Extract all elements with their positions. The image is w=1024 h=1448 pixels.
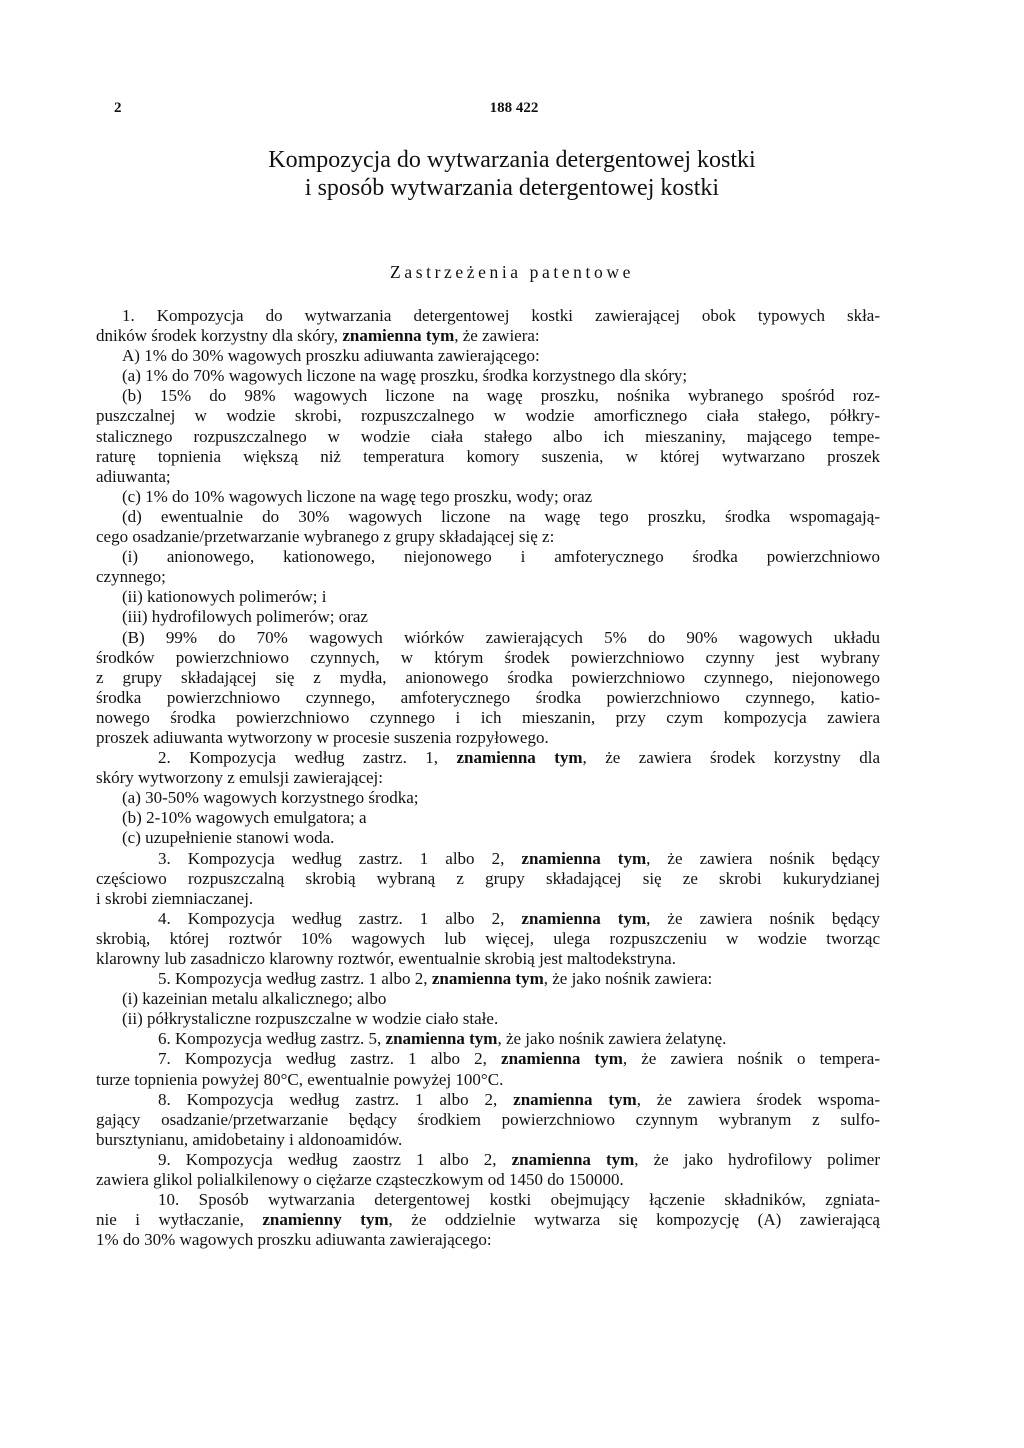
text-line — [96, 708, 880, 728]
line-text: częściowo rozpuszczalną skrobią wybraną z grupy składającej się ze skrobi kukurydzianej — [96, 868, 880, 888]
line-text: , że zawiera nośnik będący — [646, 908, 880, 928]
line-text: (b) 15% do 98% wagowych liczone na wagę proszku, nośnika wybranego spośród roz- — [122, 386, 880, 406]
emphasis-text: znamienna tym — [501, 1049, 623, 1069]
line-text: 6. Kompozycja według zastrz. 5, — [158, 1029, 386, 1049]
text-line — [96, 1210, 880, 1230]
line-text: 9. Kompozycja według zaostrz 1 albo 2, — [158, 1149, 512, 1169]
line-text: (c) 1% do 10% wagowych liczone na wagę tego proszku, wody; oraz — [122, 486, 593, 506]
line-text: , że zawiera środek wspoma- — [636, 1089, 880, 1109]
line-text: dników środek korzystny dla skóry, — [96, 326, 343, 346]
text-line — [96, 1130, 880, 1150]
text-line — [96, 1009, 880, 1029]
text-line — [96, 386, 880, 406]
title-line-2: i sposób wytwarzania detergentowej kostki — [304, 175, 720, 201]
text-line — [96, 668, 880, 688]
line-text: , że jako nośnik zawiera: — [543, 969, 713, 989]
claims-body — [96, 306, 880, 1250]
line-text: nowego środka powierzchniowo czynnego i ich mieszanin, przy czym kompozycja zawiera — [96, 707, 880, 727]
text-line — [96, 768, 880, 788]
text-line — [96, 728, 880, 748]
line-text: (a) 1% do 70% wagowych liczone na wagę proszku, środka korzystnego dla skóry; — [122, 366, 688, 386]
line-text: adiuwanta; — [96, 466, 171, 486]
line-text: skóry wytworzony z emulsji zawierającej: — [96, 768, 384, 788]
line-text: , że jako nośnik zawiera żelatynę. — [497, 1029, 727, 1049]
line-text: zawiera glikol polialkilenowy o ciężarze cząsteczkowym od 1450 do 150000. — [96, 1170, 624, 1190]
line-text: nie i wytłaczanie, — [96, 1210, 263, 1230]
line-text: środków powierzchniowo czynnych, w którym środek powierzchniowo czynny jest wybrany — [96, 647, 880, 667]
text-line — [96, 1049, 880, 1069]
text-line — [96, 406, 880, 426]
line-text: (i) kazeinian metalu alkalicznego; albo — [122, 989, 387, 1009]
text-line — [96, 929, 880, 949]
text-line — [96, 909, 880, 929]
document-title — [96, 146, 928, 202]
text-line — [96, 527, 880, 547]
text-line — [96, 808, 880, 828]
line-text: , że zawiera nośnik będący — [646, 848, 880, 868]
line-text: (ii) kationowych polimerów; i — [122, 587, 327, 607]
line-text: gający osadzanie/przetwarzanie będący środkiem powierzchniowo czynnym wybranym z sulfo- — [96, 1109, 880, 1129]
line-text: skrobią, której roztwór 10% wagowych lub więcej, ulega rozpuszczeniu w wodzie tworząc — [96, 928, 880, 948]
text-line — [96, 567, 880, 587]
line-text: , że oddzielnie wytwarza się kompozycję (A) zawierającą — [388, 1210, 880, 1230]
line-text: 1. Kompozycja do wytwarzania detergentowej kostki zawierającej obok typowych skła- — [122, 306, 880, 325]
text-line — [96, 1230, 880, 1250]
text-line — [96, 447, 880, 467]
line-text: , że zawiera środek korzystny dla — [582, 748, 880, 768]
line-text: proszek adiuwanta wytworzony w procesie suszenia rozpyłowego. — [96, 727, 549, 747]
line-text: 3. Kompozycja według zastrz. 1 albo 2, — [158, 848, 522, 868]
text-line — [96, 1110, 880, 1130]
text-line — [96, 1150, 880, 1170]
line-text: czynnego; — [96, 567, 166, 587]
line-text: 1% do 30% wagowych proszku adiuwanta zawierającego: — [96, 1230, 492, 1250]
line-text: 5. Kompozycja według zastrz. 1 albo 2, — [158, 969, 432, 989]
text-line — [96, 326, 880, 346]
line-text: (B) 99% do 70% wagowych wiórków zawierających 5% do 90% wagowych układu — [122, 627, 880, 647]
text-line — [96, 1090, 880, 1110]
line-text: 2. Kompozycja według zastrz. 1, — [158, 748, 457, 768]
line-text: środka powierzchniowo czynnego, amfoterycznego środka powierzchniowo czynnego, katio- — [96, 687, 880, 707]
line-text: (a) 30-50% wagowych korzystnego środka; — [122, 788, 419, 808]
line-text: 4. Kompozycja według zastrz. 1 albo 2, — [158, 908, 522, 928]
line-text: stalicznego rozpuszczalnego w wodzie ciała stałego albo ich mieszaniny, mającego tempe- — [96, 426, 880, 446]
emphasis-text: znamienna tym — [456, 748, 583, 768]
emphasis-text: znamienny tym — [262, 1210, 389, 1230]
emphasis-text: znamienna tym — [511, 1149, 635, 1169]
line-text: A) 1% do 30% wagowych proszku adiuwanta zawierającego: — [122, 346, 540, 366]
text-line — [96, 547, 880, 567]
title-line-1: Kompozycja do wytwarzania detergentowej kostki — [268, 147, 756, 173]
text-line — [96, 889, 880, 909]
line-text: (ii) półkrystaliczne rozpuszczalne w wodzie ciało stałe. — [122, 1009, 499, 1029]
text-line — [96, 828, 880, 848]
line-text: , że zawiera: — [454, 326, 540, 346]
text-line — [96, 688, 880, 708]
text-line — [96, 427, 880, 447]
line-text: klarowny lub zasadniczo klarowny roztwór, ewentualnie skrobią jest maltodekstryna. — [96, 949, 676, 968]
text-line — [96, 1029, 880, 1049]
text-line — [96, 1070, 880, 1090]
line-text: (b) 2-10% wagowych emulgatora; a — [122, 808, 367, 828]
text-line — [96, 949, 880, 969]
text-line — [96, 1190, 880, 1210]
text-line — [96, 507, 880, 527]
line-text: (i) anionowego, kationowego, niejonowego i amfoterycznego środka powierzchniowo — [122, 547, 880, 567]
emphasis-text: znamienna tym — [521, 848, 647, 868]
text-line — [96, 849, 880, 869]
text-line — [96, 1170, 880, 1190]
text-line — [96, 487, 880, 507]
text-line — [96, 306, 880, 326]
page-number: 2 — [114, 100, 122, 116]
line-text: raturę topnienia większą niż temperatura komory suszenia, w której wytwarzano proszek — [96, 446, 880, 466]
text-line — [96, 648, 880, 668]
text-line — [96, 989, 880, 1009]
line-text: i skrobi ziemniaczanej. — [96, 888, 254, 908]
text-line — [96, 346, 880, 366]
emphasis-text: znamienna tym — [521, 908, 647, 928]
line-text: z grupy składającej się z mydła, anionowego środka powierzchniowo czynnego, niejonowego — [96, 667, 880, 687]
text-line — [96, 748, 880, 768]
emphasis-text: znamienna tym — [385, 1029, 498, 1049]
text-line — [96, 587, 880, 607]
text-line — [96, 628, 880, 648]
line-text: , że zawiera nośnik o tempera- — [622, 1049, 880, 1069]
line-text: cego osadzanie/przetwarzanie wybranego z grupy składającej się z: — [96, 527, 555, 547]
text-line — [96, 607, 880, 627]
line-text: turze topnienia powyżej 80°C, ewentualnie powyżej 100°C. — [96, 1069, 504, 1089]
line-text: bursztynianu, amidobetainy i aldonoamidów. — [96, 1129, 403, 1149]
emphasis-text: znamienna tym — [431, 969, 544, 989]
line-text: 10. Sposób wytwarzania detergentowej kostki obejmujący łączenie składników, zgniata- — [158, 1190, 880, 1210]
line-text: (d) ewentualnie do 30% wagowych liczone na wagę tego proszku, środka wspomagają- — [122, 506, 880, 526]
text-line — [96, 869, 880, 889]
text-line — [96, 969, 880, 989]
text-line — [96, 467, 880, 487]
line-text: 8. Kompozycja według zastrz. 1 albo 2, — [158, 1089, 514, 1109]
line-text: (iii) hydrofilowych polimerów; oraz — [122, 607, 368, 627]
emphasis-text: znamienna tym — [342, 326, 455, 346]
line-text: 7. Kompozycja według zastrz. 1 albo 2, — [158, 1049, 502, 1069]
line-text: , że jako hydrofilowy polimer — [634, 1149, 880, 1169]
text-line — [96, 366, 880, 386]
section-title: Zastrzeżenia patentowe — [390, 262, 634, 282]
emphasis-text: znamienna tym — [513, 1089, 637, 1109]
line-text: puszczalnej w wodzie skrobi, rozpuszczalnego w wodzie amorficznego ciała stałego, półkry- — [96, 406, 880, 426]
document-number: 188 422 — [489, 100, 539, 116]
text-line — [96, 788, 880, 808]
page-header — [114, 100, 884, 124]
line-text: (c) uzupełnienie stanowi woda. — [122, 828, 335, 848]
